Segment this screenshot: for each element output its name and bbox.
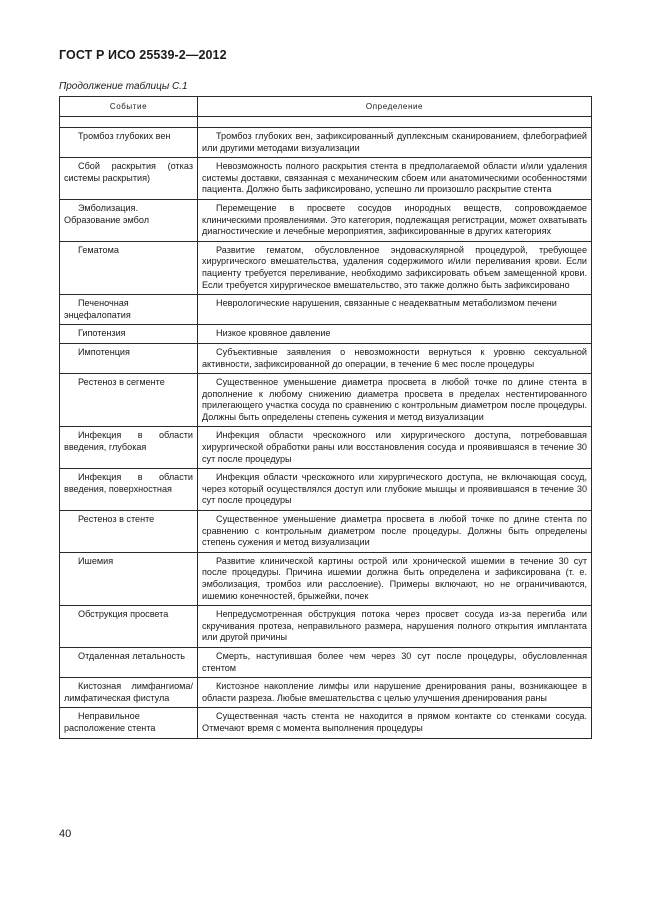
event-label: Инфекция в области введения, поверхностная — [64, 472, 193, 494]
table-row — [60, 343, 592, 373]
column-header-event: Событие — [60, 97, 198, 117]
table-row — [60, 241, 592, 294]
table-continuation-caption: Продолжение таблицы С.1 — [59, 81, 188, 92]
event-label: Ишемия — [78, 555, 114, 566]
table-row — [60, 295, 592, 325]
table-row — [60, 678, 592, 708]
event-cell — [60, 325, 198, 344]
event-cell — [60, 241, 198, 294]
event-label: Отдаленная летальность — [78, 650, 185, 661]
definition-cell: Развитие гематом, обусловленное эндоваскулярной процедурой, требующее хирургического вмешательства, удаления содержимого и/или переливания крови. Если пациенту требуется переливание, необходимо зафиксировать объем замещенной крови. Если требуется хирургическое вмешательство, это также должно быть зафиксировано — [198, 241, 592, 294]
event-cell — [60, 469, 198, 511]
table-header-row — [60, 97, 592, 117]
table-row — [60, 469, 592, 511]
definition-cell: Развитие клинической картины острой или хронической ишемии в течение 30 сут после процедуры. Причина ишемии должна быть определена и зафиксирована (т. е. эмболизация, тромбоз или расслоение). Примеры включают, но не ограничиваются, ишемию конечностей, брыжейки, почек — [198, 552, 592, 605]
document-code: ГОСТ Р ИСО 25539-2—2012 — [59, 48, 227, 62]
event-label: Эмболизация. Образование эмбол — [64, 202, 150, 225]
event-cell — [60, 374, 198, 427]
table-row — [60, 606, 592, 648]
event-cell — [60, 343, 198, 373]
definition-cell: Существенная часть стента не находится в прямом контакте со стенками сосуда. Отмечают время с момента выполнения процедуры — [198, 708, 592, 738]
event-cell — [60, 158, 198, 200]
event-cell — [60, 511, 198, 553]
definitions-table — [59, 96, 592, 739]
definition-cell: Инфекция области чрескожного или хирургического доступа, потребовавшая хирургической обработки раны или восстановления сосуда и проявившаяся в течение 30 сут после процедуры — [198, 427, 592, 469]
definition-cell: Низкое кровяное давление — [198, 325, 592, 344]
event-label: Неправильное расположение стента — [64, 711, 156, 733]
event-label: Тромбоз глубоких вен — [78, 131, 171, 141]
event-cell — [60, 678, 198, 708]
page-number: 40 — [59, 828, 72, 840]
event-cell — [60, 199, 198, 241]
table-row — [60, 128, 592, 158]
event-cell — [60, 295, 198, 325]
event-label: Гематома — [78, 244, 119, 255]
definition-cell: Тромбоз глубоких вен, зафиксированный дуплексным сканированием, флебографией или другими методами визуализации — [198, 128, 592, 158]
event-label: Инфекция в области введения, глубокая — [64, 430, 193, 453]
table-row — [60, 199, 592, 241]
event-label: Рестеноз в сегменте — [78, 377, 165, 388]
event-cell — [60, 427, 198, 469]
event-label: Гипотензия — [78, 328, 126, 339]
table-row — [60, 511, 592, 553]
definition-cell: Смерть, наступившая более чем через 30 сут после процедуры, обусловленная стентом — [198, 647, 592, 677]
table-row — [60, 325, 592, 344]
column-header-definition: Определение — [198, 97, 592, 117]
event-cell — [60, 606, 198, 648]
definition-cell: Перемещение в просвете сосудов инородных веществ, сопровождаемое клиническими проявлениями. Это категория, подлежащая регистрации, может охватывать диагностические и лечебные мероприятия, зафиксированные в других категориях — [198, 199, 592, 241]
event-cell — [60, 647, 198, 677]
table-body — [60, 117, 592, 739]
event-label: Сбой раскрытия (отказ системы раскрытия) — [64, 161, 193, 183]
table-row — [60, 552, 592, 605]
table-row — [60, 427, 592, 469]
event-cell — [60, 552, 198, 605]
event-cell — [60, 128, 198, 158]
definition-cell: Неврологические нарушения, связанные с неадекватным метаболизмом печени — [198, 295, 592, 325]
table-row — [60, 647, 592, 677]
event-label: Рестеноз в стенте — [78, 514, 155, 525]
table-row — [60, 158, 592, 200]
definition-cell: Существенное уменьшение диаметра просвета в любой точке по длине стента по сравнению с контрольным диаметром после процедуры. Должны быть определены степень сужения и метод визуализации — [198, 511, 592, 553]
event-label: Импотенция — [78, 346, 130, 357]
event-cell — [60, 708, 198, 738]
definition-cell: Невозможность полного раскрытия стента в предполагаемой области и/или удаления системы доставки, связанная с механическим сбоем или анатомическими особенностями пациента. Должно быть зафиксировано, успешно ли произошло раскрытие стента — [198, 158, 592, 200]
event-label: Кистозная лимфангиома/лимфатическая фистула — [64, 681, 193, 703]
table-row — [60, 374, 592, 427]
event-label: Обструкция просвета — [78, 609, 169, 620]
definition-cell: Кистозное накопление лимфы или нарушение дренирования раны, возникающее в области разреза. Любые вмешательства с целью улучшения дренирования раны — [198, 678, 592, 708]
table-row — [60, 708, 592, 738]
definition-cell: Непредусмотренная обструкция потока через просвет сосуда из-за перегиба или скручивания протеза, неправильного размера, нарушения полного открытия имплантата или другой причины — [198, 606, 592, 648]
definition-cell: Существенное уменьшение диаметра просвета в любой точке по длине стента в дополнение к любому снижению диаметра просвета в пределах нестентированного прилегающего участка сосуда по сравнению с контрольным диаметром после процедуры. Должны быть определены степень сужения и метод визуализации — [198, 374, 592, 427]
definition-cell: Субъективные заявления о невозможности вернуться к уровню сексуальной активности, зафиксированной до операции, в течение 6 мес после процедуры — [198, 343, 592, 373]
table-spacer-row — [60, 117, 592, 128]
event-label: Печеночная энцефалопатия — [64, 298, 131, 320]
definition-cell: Инфекция области чрескожного или хирургического доступа, не включающая сосуд, через который осуществлялся доступ или глубокие мышцы и проявившаяся в течение 30 сут после процедуры — [198, 469, 592, 511]
